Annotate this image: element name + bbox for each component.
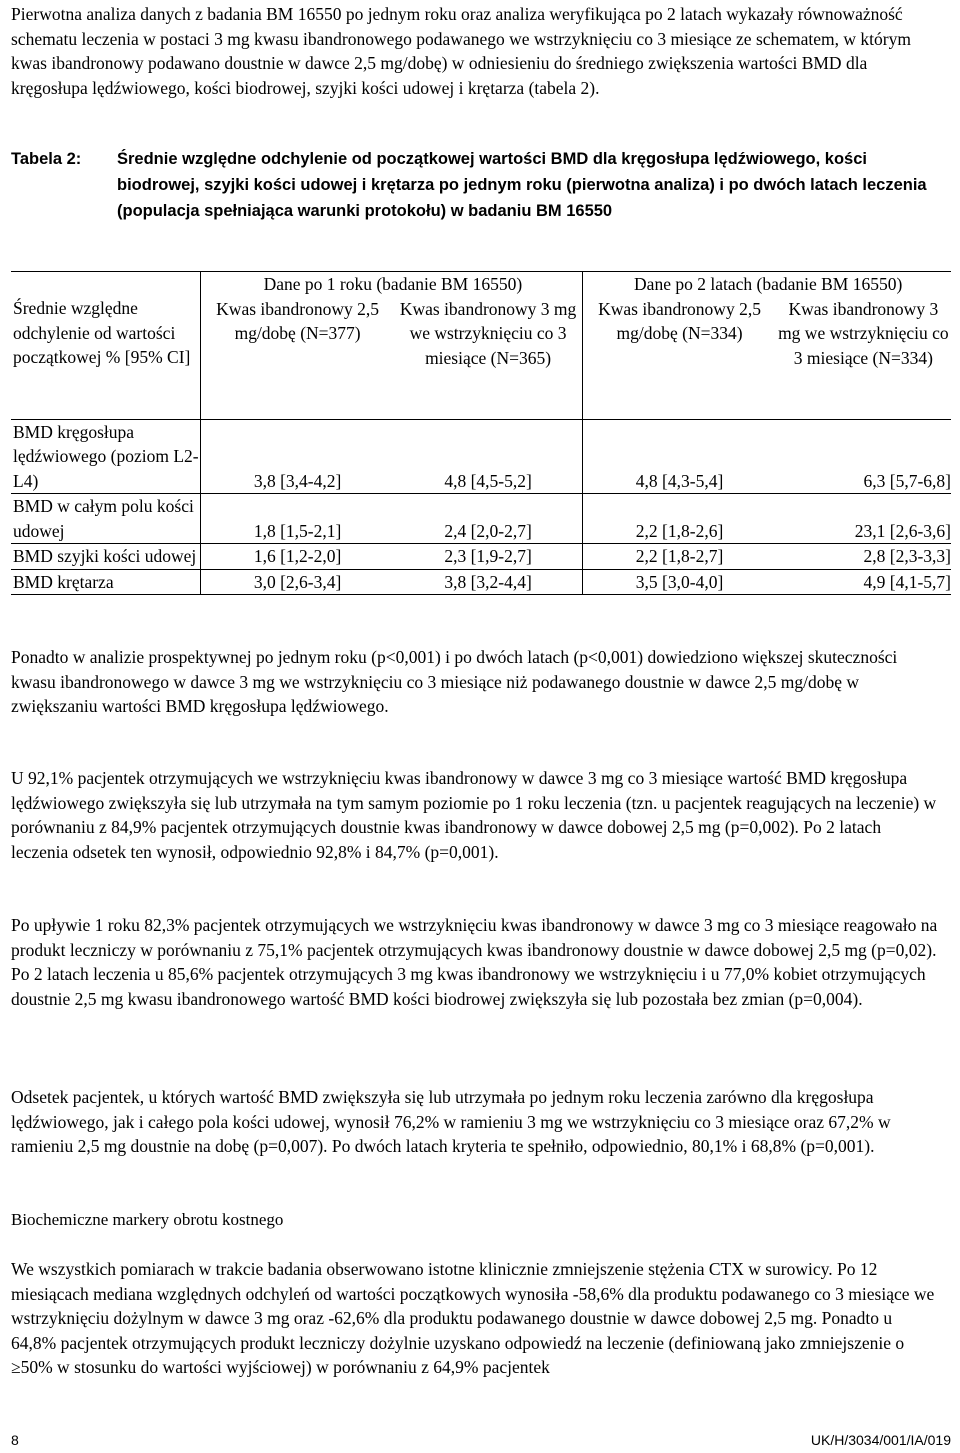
cell-value: 4,8 [4,3-5,4]: [583, 419, 774, 494]
col-header-1: Kwas ibandronowy 2,5 mg/dobę (N=377): [201, 297, 392, 420]
intro-paragraph: Pierwotna analiza danych z badania BM 16550 po jednym roku oraz analiza weryfikująca po 2 latach wykazały równoważność schematu leczenia w postaci 3 mg kwasu ibandronowego podawanego we wstrzyknięciu co 3 miesiące ze schematem, w którym kwas ibandronowy podawano doustnie w dawce 2,5 mg/dobę) w odniesieniu do średniego zwiększenia wartości BMD dla kręgosłupa lędźwiowego, kości biodrowej, szyjki kości udowej i krętarza (tabela 2).: [11, 4, 911, 98]
table-row: [11, 569, 951, 595]
section-title-markers: Biochemiczne markery obrotu kostnego: [11, 1210, 284, 1229]
col-header-2: Kwas ibandronowy 3 mg we wstrzyknięciu co 3 miesiące (N=365): [392, 297, 583, 420]
cell-value: 2,2 [1,8-2,7]: [583, 544, 774, 570]
bmd-table: [11, 271, 951, 595]
cell-value: 4,8 [4,5-5,2]: [392, 419, 583, 494]
table-group-header-row: [11, 272, 951, 297]
cell-value: 1,8 [1,5-2,1]: [201, 494, 392, 544]
paragraph-hip-response: Po upływie 1 roku 82,3% pacjentek otrzymujących we wstrzyknięciu kwas ibandronowy w dawce 3 mg co 3 miesiące reagowało na produkt leczniczy w porównaniu z 75,1% pacjentek otrzymujących kwas ibandronowy doustnie w dawce dobowej 2,5 mg (p=0,02). Po 2 latach leczenia u 85,6% pacjentek otrzymujących 3 mg kwas ibandronowy we wstrzyknięciu i u 77,0% kobiet otrzymujących doustnie 2,5 mg kwasu ibandronowego wartość BMD kości biodrowej zwiększyła się lub pozostała bez zmian (p=0,004).: [11, 915, 938, 1009]
col-header-4: Kwas ibandronowy 3 mg we wstrzyknięciu co 3 miesiące (N=334): [774, 297, 951, 420]
cell-value: 1,6 [1,2-2,0]: [201, 544, 392, 570]
table-caption-text: Średnie względne odchylenie od początkowej wartości BMD dla kręgosłupa lędźwiowego, kości biodrowej, szyjki kości udowej i krętarza po jednym roku (pierwotna analiza) i po dwóch latach leczenia (populacja spełniająca warunki protokołu) w badaniu BM 16550: [117, 150, 927, 220]
row-label: BMD szyjki kości udowej: [11, 544, 201, 570]
table-caption-label: Tabela 2:: [11, 150, 82, 168]
cell-value: 2,4 [2,0-2,7]: [392, 494, 583, 544]
cell-value: 6,3 [5,7-6,8]: [774, 419, 951, 494]
table-row: [11, 494, 951, 544]
cell-value: 3,8 [3,4-4,2]: [201, 419, 392, 494]
row-label: BMD krętarza: [11, 569, 201, 595]
row-label: BMD kręgosłupa lędźwiowego (poziom L2-L4): [11, 419, 201, 494]
paragraph-superiority: Ponadto w analizie prospektywnej po jednym roku (p<0,001) i po dwóch latach (p<0,001) dowiedziono większej skuteczności kwasu ibandronowego w dawce 3 mg we wstrzyknięciu co 3 miesiące niż podawanego doustnie w dawce 2,5 mg/dobę w zwiększaniu wartości BMD kręgosłupa lędźwiowego.: [11, 647, 898, 716]
cell-value: 2,3 [1,9-2,7]: [392, 544, 583, 570]
row-label: BMD w całym polu kości udowej: [11, 494, 201, 544]
table-caption: [11, 146, 941, 224]
paragraph-combined-response: Odsetek pacjentek, u których wartość BMD zwiększyła się lub utrzymała po jednym roku leczenia zarówno dla kręgosłupa lędźwiowego, jak i całego pola kości udowej, wynosił 76,2% w ramieniu 3 mg we wstrzyknięciu co 3 miesiące oraz 67,2% w ramieniu 2,5 mg doustnie na dobę (p=0,007). Po dwóch latach kryteria te spełniło, odpowiednio, 80,1% i 68,8% (p=0,001).: [11, 1087, 891, 1156]
group-header-1-year: Dane po 1 roku (badanie BM 16550): [201, 272, 583, 297]
cell-value: 2,2 [1,8-2,6]: [583, 494, 774, 544]
document-code: UK/H/3034/001/IA/019: [810, 1432, 951, 1448]
cell-value: 2,8 [2,3-3,3]: [774, 544, 951, 570]
paragraph-ctx: We wszystkich pomiarach w trakcie badania obserwowano istotne klinicznie zmniejszenie stężenia CTX w surowicy. Po 12 miesiącach mediana względnych odchyleń od wartości początkowych wynosiła -58,6% dla produktu podawanego co 3 miesiące we wstrzyknięciu dożylnym w dawce 3 mg oraz -62,6% dla produktu podawanego doustnie w dawce dobowej 2,5 mg. Ponadto u 64,8% pacjentek otrzymujących produkt leczniczy dożylnie uzyskano odpowiedź na leczenie (definiowaną jako zmniejszenie o ≥50% w stosunku do wartości wyjściowej) w porównaniu z 64,9% pacjentek: [11, 1259, 935, 1377]
cell-value: 3,8 [3,2-4,4]: [392, 569, 583, 595]
table-row: [11, 419, 951, 494]
group-header-2-years: Dane po 2 latach (badanie BM 16550): [583, 272, 951, 297]
cell-value: 3,0 [2,6-3,4]: [201, 569, 392, 595]
cell-value: 3,5 [3,0-4,0]: [583, 569, 774, 595]
cell-value: 4,9 [4,1-5,7]: [774, 569, 951, 595]
table-row: [11, 544, 951, 570]
row-header-cell: [11, 272, 201, 420]
col-header-3: Kwas ibandronowy 2,5 mg/dobę (N=334): [583, 297, 774, 420]
page-number: 8: [11, 1432, 19, 1448]
paragraph-spine-response: U 92,1% pacjentek otrzymujących we wstrzyknięciu kwas ibandronowy w dawce 3 mg co 3 miesiące wartość BMD kręgosłupa lędźwiowego zwiększyła się lub utrzymała na tym samym poziomie po 1 roku leczenia (tzn. u pacjentek reagujących na leczenie) w porównaniu z 84,9% pacjentek otrzymujących doustnie kwas ibandronowy w dawce dobowej 2,5 mg (p=0,002). Po 2 latach leczenia odsetek ten wynosił, odpowiednio 92,8% i 84,7% (p=0,001).: [11, 768, 937, 862]
row-header-text: Średnie względne odchylenie od wartości początkowej % [95% CI]: [13, 298, 191, 367]
cell-value: 23,1 [2,6-3,6]: [774, 494, 951, 544]
